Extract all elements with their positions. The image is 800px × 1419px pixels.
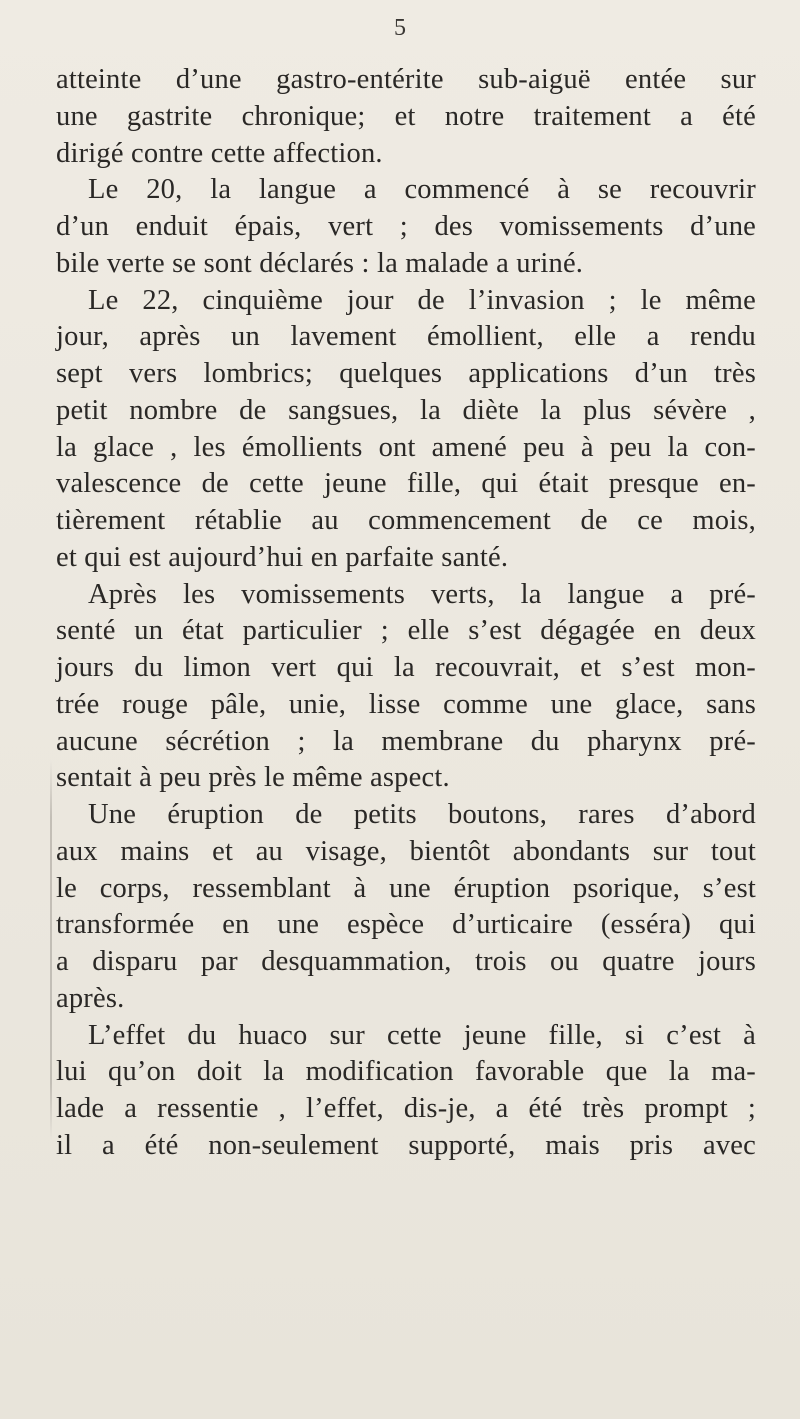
text-line: une gastrite chronique; et notre traitement a été (56, 100, 756, 132)
text-line: Une éruption de petits boutons, rares d’abord (88, 799, 756, 830)
text-line: a disparu par desquammation, trois ou quatre jours (56, 946, 756, 977)
text-line: Le 22, cinquième jour de l’invasion ; le même (88, 284, 756, 316)
text-line: petit nombre de sangsues, la diète la plus sévère , (56, 394, 756, 426)
text-line: bile verte se sont déclarés : la malade a uriné. (56, 247, 584, 279)
text-line: aucune sécrétion ; la membrane du pharynx pré- (56, 725, 756, 757)
text-line: jours du limon vert qui la recouvrait, et s’est mon- (56, 652, 756, 683)
text-line: valescence de cette jeune fille, qui était presque en- (56, 468, 756, 500)
text-line: lade a ressentie , l’effet, dis-je, a été très prompt ; (56, 1093, 756, 1124)
text-line: lui qu’on doit la modification favorable que la ma- (56, 1056, 756, 1088)
text-line: transformée en une espèce d’urticaire (esséra) qui (56, 909, 756, 941)
text-line: atteinte d’une gastro-entérite sub-aiguë entée sur (56, 64, 756, 95)
text-line: dirigé contre cette affection. (56, 137, 383, 169)
text-line: et qui est aujourd’hui en parfaite santé. (56, 541, 509, 573)
text-line: le corps, ressemblant à une éruption psorique, s’est (56, 872, 756, 904)
text-line: il a été non-seulement supporté, mais pris avec (56, 1129, 756, 1161)
text-line: Après les vomissements verts, la langue a pré- (88, 578, 756, 610)
text-line: la glace , les émollients ont amené peu à peu la con- (56, 431, 756, 463)
text-line: aux mains et au visage, bientôt abondants sur tout (56, 835, 756, 867)
text-line: après. (56, 982, 125, 1014)
text-line: trée rouge pâle, unie, lisse comme une glace, sans (56, 688, 756, 720)
text-line: tièrement rétablie au commencement de ce mois, (56, 505, 756, 536)
text-line: sentait à peu près le même aspect. (56, 762, 450, 794)
text-line: sept vers lombrics; quelques applications d’un très (56, 358, 756, 389)
body-text (56, 62, 756, 1165)
text-line: senté un état particulier ; elle s’est dégagée en deux (56, 615, 756, 647)
text-line: L’effet du huaco sur cette jeune fille, si c’est à (88, 1019, 756, 1051)
text-line: Le 20, la langue a commencé à se recouvrir (88, 174, 756, 206)
text-line: d’un enduit épais, vert ; des vomissements d’une (56, 211, 756, 242)
page-number: 5 (394, 15, 406, 41)
margin-shadow (50, 760, 52, 1140)
text-line: jour, après un lavement émollient, elle a rendu (56, 321, 756, 353)
